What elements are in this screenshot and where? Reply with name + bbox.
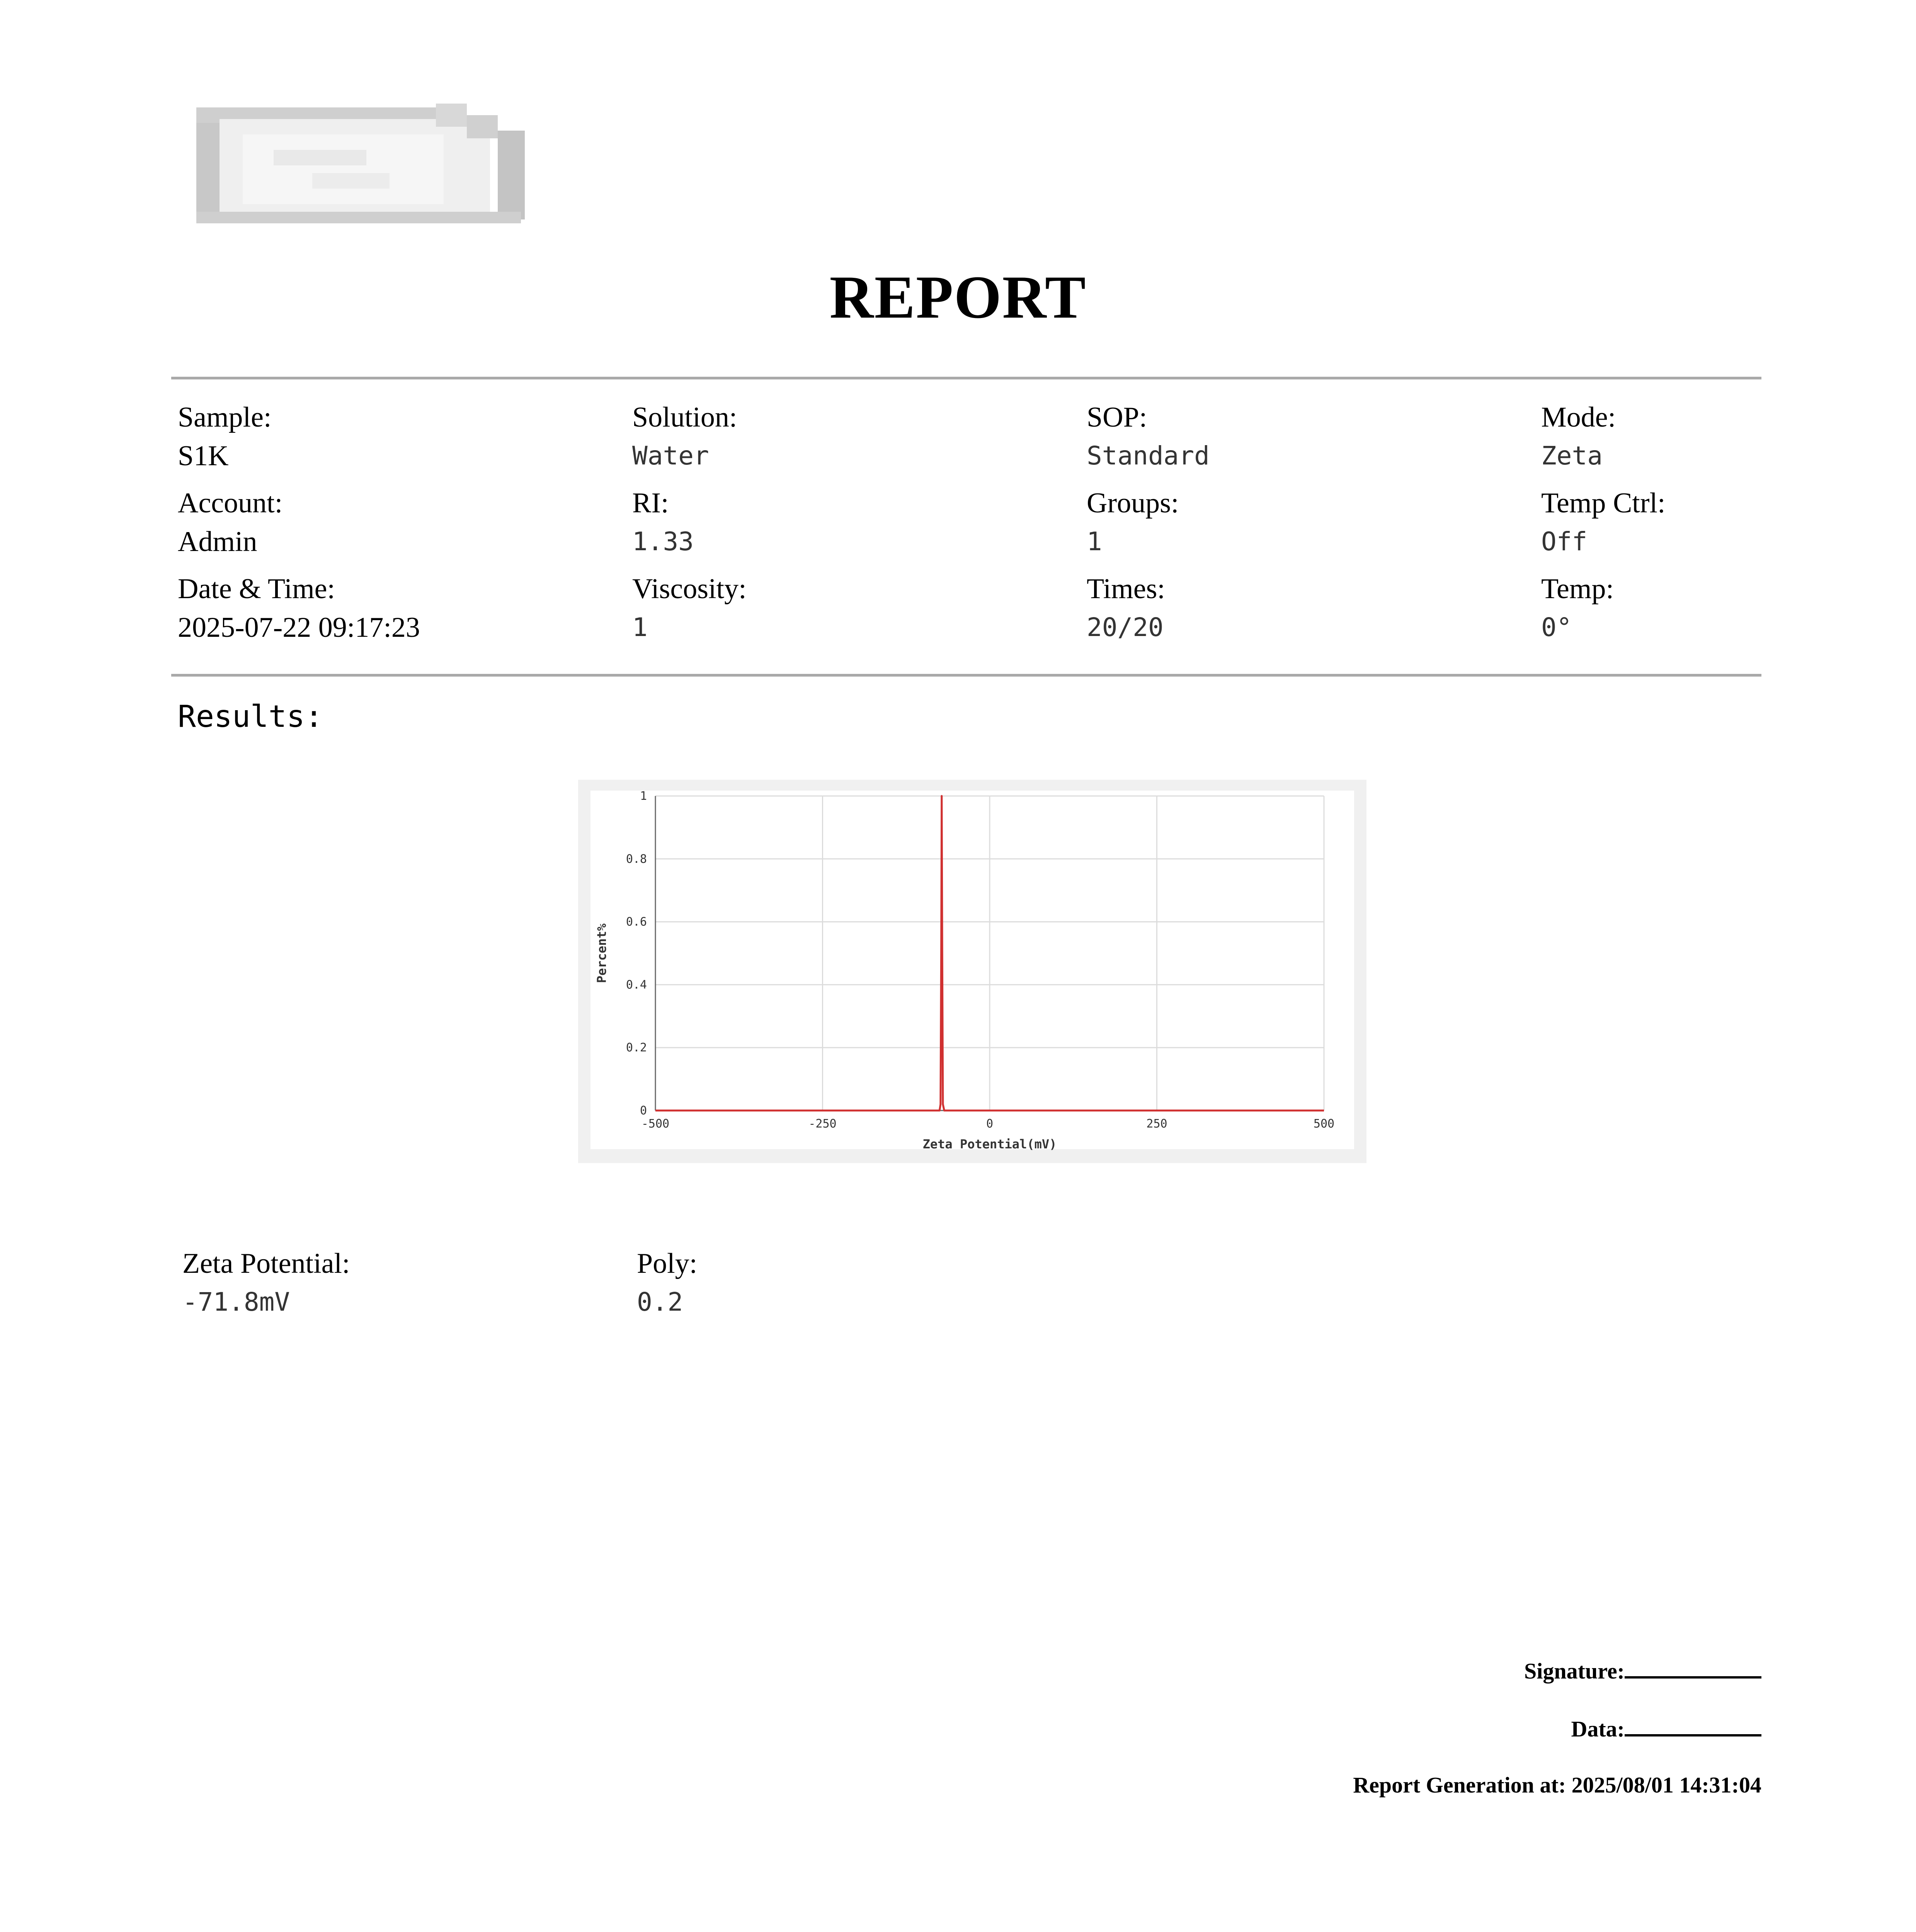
report-generation-text: Report Generation at: 2025/08/01 14:31:04 (1353, 1772, 1761, 1798)
info-divider (171, 674, 1761, 677)
groups-label: Groups: (1087, 487, 1179, 519)
data-line (1571, 1713, 1761, 1745)
poly-value: 0.2 (637, 1287, 683, 1317)
temp-ctrl-label: Temp Ctrl: (1541, 487, 1666, 519)
y-tick-label: 0.6 (626, 915, 647, 929)
x-axis-label: Zeta Potential(mV) (922, 1137, 1057, 1151)
account-field (178, 484, 622, 561)
zeta-potential-chart (578, 780, 1366, 1163)
temp-field (1541, 570, 1916, 647)
data-blank (1625, 1713, 1761, 1736)
ri-value: 1.33 (632, 527, 694, 556)
solution-value: Water (632, 441, 709, 471)
y-tick-label: 0 (640, 1104, 647, 1117)
x-tick-label: 0 (986, 1117, 994, 1131)
y-axis-label: Percent% (594, 923, 609, 983)
date-time-label: Date & Time: (178, 573, 335, 605)
sop-label: SOP: (1087, 401, 1147, 433)
viscosity-label: Viscosity: (632, 573, 747, 605)
x-tick-label: -500 (641, 1117, 670, 1131)
groups-field (1087, 484, 1531, 561)
viscosity-field (632, 570, 1077, 647)
zeta-potential-value: -71.8mV (182, 1287, 290, 1317)
sample-label: Sample: (178, 401, 272, 433)
sample-info-grid (178, 398, 1762, 661)
ri-field (632, 484, 1077, 561)
sample-value: S1K (178, 440, 229, 472)
poly-label: Poly: (637, 1248, 698, 1279)
solution-field (632, 398, 1077, 475)
signature-line (1524, 1655, 1761, 1687)
sop-field (1087, 398, 1531, 475)
times-field (1087, 570, 1531, 647)
poly-result (637, 1244, 697, 1321)
temp-ctrl-field (1541, 484, 1916, 561)
report-generation-line (1353, 1770, 1761, 1801)
signature-blank (1625, 1655, 1761, 1679)
chart-svg (578, 780, 1366, 1163)
zeta-potential-label: Zeta Potential: (182, 1248, 350, 1279)
report-title: REPORT (829, 264, 1087, 331)
mode-field (1541, 398, 1916, 475)
signature-label: Signature: (1524, 1658, 1625, 1684)
x-tick-label: 250 (1146, 1117, 1167, 1131)
sample-field (178, 398, 622, 475)
sop-value: Standard (1087, 441, 1210, 471)
groups-value: 1 (1087, 527, 1102, 556)
data-label: Data: (1571, 1716, 1625, 1742)
ri-label: RI: (632, 487, 669, 519)
account-value: Admin (178, 526, 257, 558)
temp-value: 0° (1541, 612, 1572, 642)
company-logo (196, 104, 549, 227)
x-tick-label: 500 (1313, 1117, 1335, 1131)
temp-label: Temp: (1541, 573, 1614, 605)
mode-value: Zeta (1541, 441, 1603, 471)
y-tick-label: 0.4 (626, 978, 647, 992)
solution-label: Solution: (632, 401, 737, 433)
date-time-value: 2025-07-22 09:17:23 (178, 612, 420, 643)
y-tick-label: 1 (640, 789, 647, 803)
y-tick-label: 0.2 (626, 1041, 647, 1055)
header-divider (171, 377, 1761, 379)
account-label: Account: (178, 487, 283, 519)
results-heading: Results: (178, 699, 323, 734)
times-value: 20/20 (1087, 612, 1164, 642)
temp-ctrl-value: Off (1541, 527, 1588, 556)
viscosity-value: 1 (632, 612, 648, 642)
date-time-field (178, 570, 622, 647)
zeta-potential-result (182, 1244, 350, 1321)
mode-label: Mode: (1541, 401, 1616, 433)
x-tick-label: -250 (808, 1117, 837, 1131)
y-tick-label: 0.8 (626, 852, 647, 866)
times-label: Times: (1087, 573, 1165, 605)
